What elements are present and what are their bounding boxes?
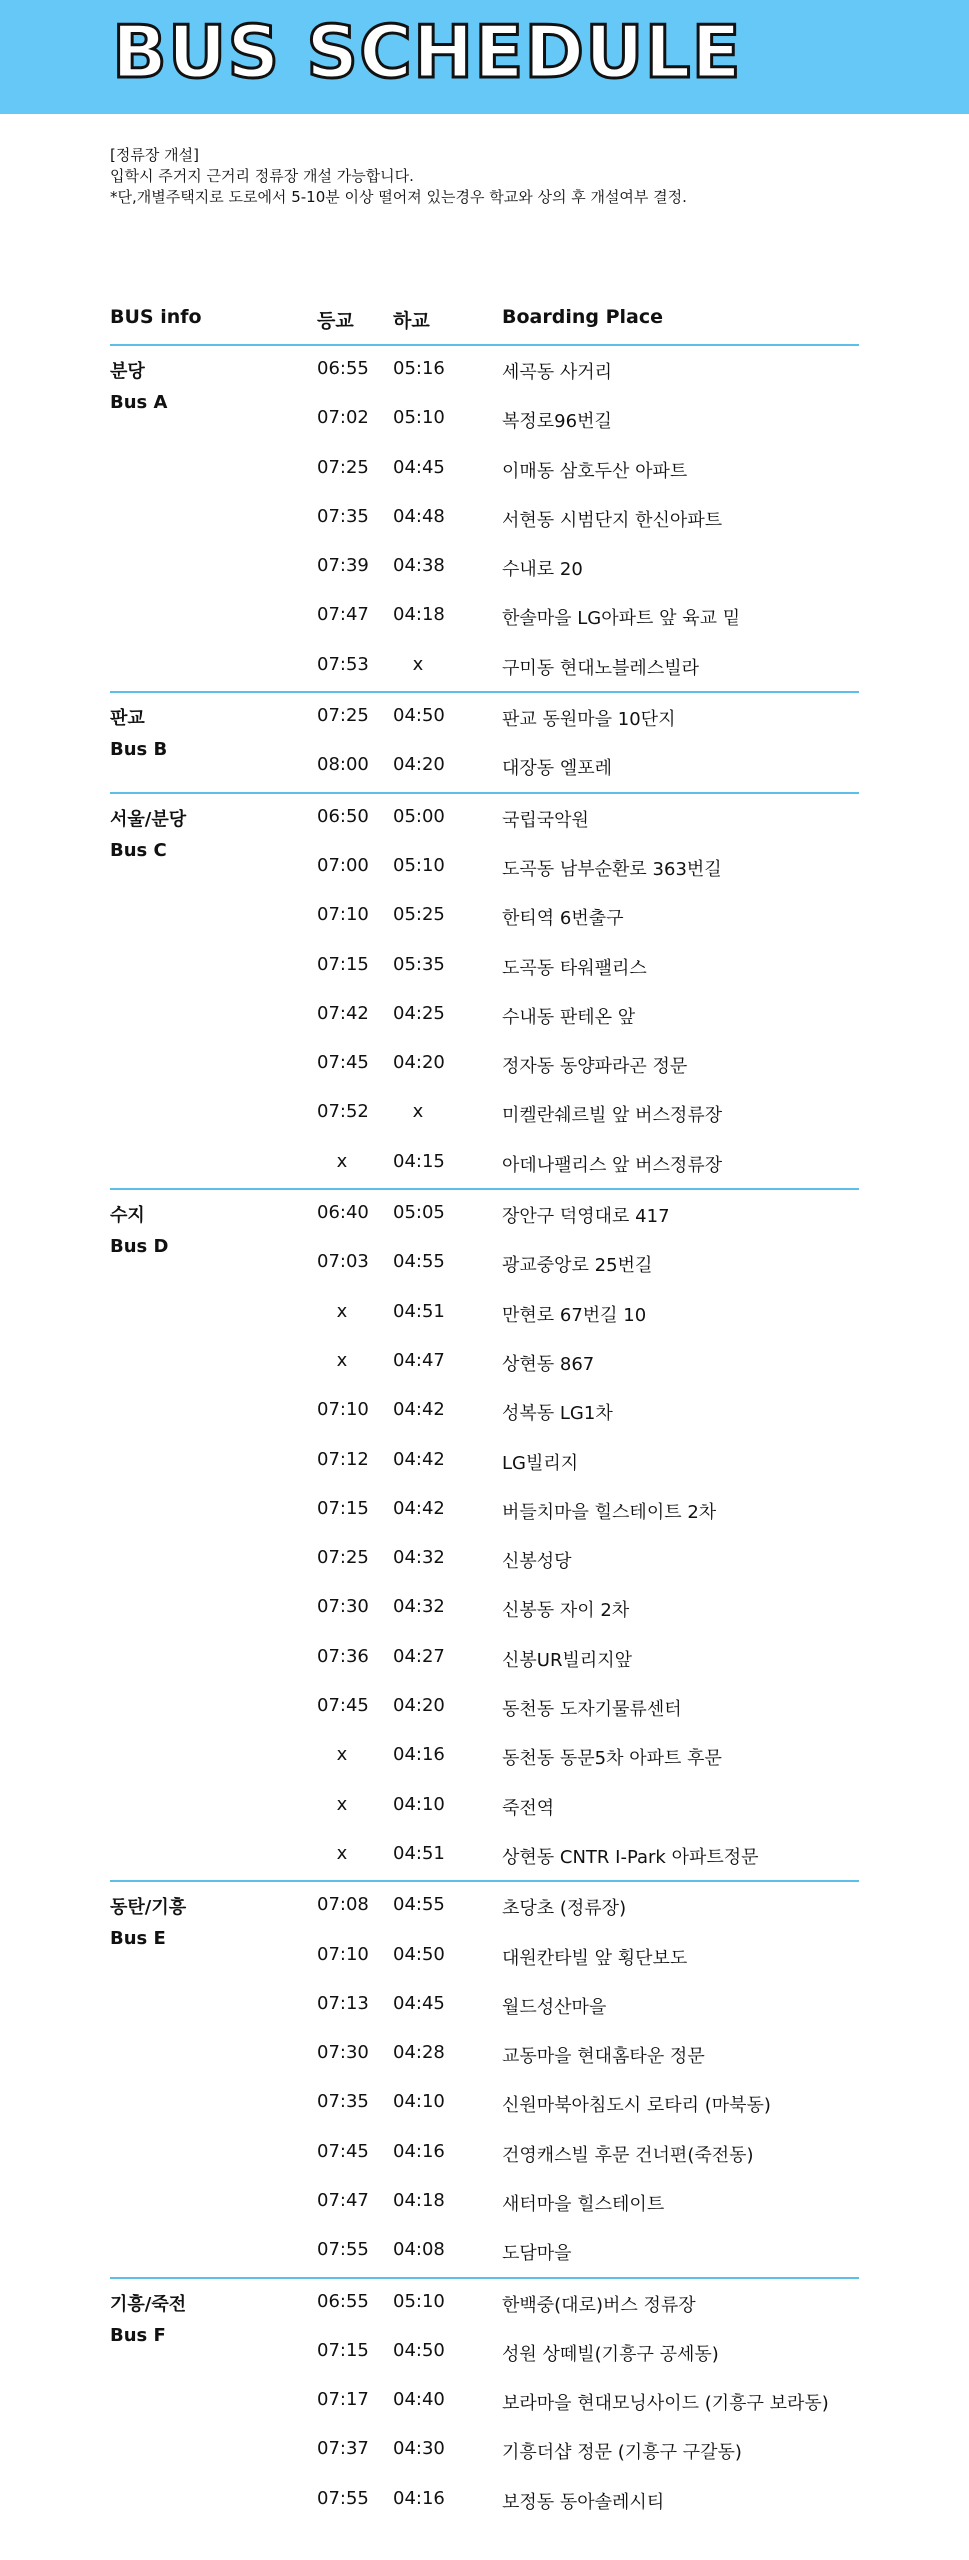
table-row	[110, 1437, 859, 1486]
header-boarding-place: Boarding Place	[502, 306, 663, 328]
morning-time: 07:15	[317, 2339, 369, 2361]
route-area: 서울/분당	[110, 808, 187, 830]
boarding-place: 한백중(대로)버스 정류장	[502, 2294, 696, 2316]
route-group	[110, 346, 859, 693]
table-row	[110, 2476, 859, 2525]
morning-time: 07:45	[317, 2140, 369, 2162]
table-row	[110, 2129, 859, 2178]
morning-time: 07:37	[317, 2438, 369, 2460]
afternoon-time: 04:55	[393, 1894, 445, 1916]
afternoon-time: 04:55	[393, 1251, 445, 1273]
boarding-place: 이매동 삼호두산 아파트	[502, 460, 688, 482]
route-bus: Bus F	[110, 2324, 166, 2346]
table-row	[110, 1089, 859, 1138]
morning-time: x	[336, 1300, 348, 1322]
boarding-place: 도담마을	[502, 2243, 572, 2265]
afternoon-time: 04:28	[393, 2042, 445, 2064]
afternoon-time: 04:40	[393, 2389, 445, 2411]
table-row	[110, 1831, 859, 1880]
afternoon-time: 04:47	[393, 1349, 445, 1371]
boarding-place: 동천동 동문5차 아파트 후문	[502, 1748, 722, 1770]
morning-time: 06:50	[317, 805, 369, 827]
morning-time: 07:12	[317, 1448, 369, 1470]
header-banner	[0, 0, 969, 114]
route-area: 수지	[110, 1205, 145, 1227]
afternoon-time: 05:10	[393, 854, 445, 876]
morning-time: 07:47	[317, 604, 369, 626]
afternoon-time: x	[412, 653, 424, 675]
morning-time: 07:25	[317, 1547, 369, 1569]
table-row	[110, 991, 859, 1040]
morning-time: 07:35	[317, 505, 369, 527]
morning-time: 07:30	[317, 2042, 369, 2064]
morning-time: 07:35	[317, 2091, 369, 2113]
table-row	[110, 2328, 859, 2377]
table-row	[110, 2377, 859, 2426]
morning-time: 07:30	[317, 1596, 369, 1618]
boarding-place: 장안구 덕영대로 417	[502, 1206, 670, 1228]
boarding-place: 버들치마을 힐스테이트 2차	[502, 1501, 717, 1523]
table-row	[110, 2178, 859, 2227]
table-row	[110, 1338, 859, 1387]
afternoon-time: 04:50	[393, 705, 445, 727]
afternoon-time: 05:10	[393, 2290, 445, 2312]
route-group	[110, 693, 859, 794]
afternoon-time: 05:35	[393, 953, 445, 975]
table-row	[110, 1040, 859, 1089]
route-bus: Bus C	[110, 839, 167, 861]
boarding-place: 보라마을 현대모닝사이드 (기흥구 보라동)	[502, 2393, 829, 2415]
morning-time: 06:40	[317, 1202, 369, 1224]
table-row	[110, 346, 859, 395]
boarding-place: 판교 동원마을 10단지	[502, 709, 676, 731]
boarding-place: 새터마을 힐스테이트	[502, 2193, 665, 2215]
afternoon-time: 05:05	[393, 1202, 445, 1224]
morning-time: 07:08	[317, 1894, 369, 1916]
boarding-place: 건영캐스빌 후문 건너편(죽전동)	[502, 2144, 754, 2166]
morning-time: 07:45	[317, 1695, 369, 1717]
afternoon-time: 04:27	[393, 1645, 445, 1667]
table-row	[110, 1932, 859, 1981]
route-area: 기흥/죽전	[110, 2293, 187, 2315]
boarding-place: 신봉성당	[502, 1551, 572, 1573]
afternoon-time: 05:10	[393, 407, 445, 429]
route-bus: Bus B	[110, 739, 168, 761]
boarding-place: 도곡동 남부순환로 363번길	[502, 858, 722, 880]
afternoon-time: 04:32	[393, 1596, 445, 1618]
route-bus: Bus D	[110, 1236, 169, 1258]
boarding-place: 상현동 867	[502, 1353, 595, 1375]
afternoon-time: 04:51	[393, 1300, 445, 1322]
table-row	[110, 892, 859, 941]
table-row	[110, 494, 859, 543]
morning-time: 07:00	[317, 854, 369, 876]
afternoon-time: 04:45	[393, 456, 445, 478]
table-row	[110, 1190, 859, 1239]
boarding-place: 교동마을 현대홈타운 정문	[502, 2046, 705, 2068]
boarding-place: 수내동 판테온 앞	[502, 1006, 636, 1028]
afternoon-time: 04:42	[393, 1448, 445, 1470]
morning-time: 07:42	[317, 1002, 369, 1024]
boarding-place: 광교중앙로 25번길	[502, 1255, 653, 1277]
afternoon-time: 04:42	[393, 1497, 445, 1519]
morning-time: x	[336, 1744, 348, 1766]
afternoon-time: 04:30	[393, 2438, 445, 2460]
table-row	[110, 1683, 859, 1732]
afternoon-time: 04:51	[393, 1842, 445, 1864]
morning-time: 07:17	[317, 2389, 369, 2411]
boarding-place: 도곡동 타워팰리스	[502, 957, 647, 979]
morning-time: 07:55	[317, 2487, 369, 2509]
header-bus-info: BUS info	[110, 306, 202, 328]
afternoon-time: 04:18	[393, 2189, 445, 2211]
morning-time: 07:36	[317, 1645, 369, 1667]
boarding-place: 정자동 동양파라곤 정문	[502, 1056, 688, 1078]
table-row	[110, 742, 859, 791]
boarding-place: 미켈란쉐르빌 앞 버스정류장	[502, 1105, 723, 1127]
boarding-place: 세곡동 사거리	[502, 362, 613, 383]
boarding-place: 한티역 6번출구	[502, 908, 624, 930]
boarding-place: 보정동 동아솔레시티	[502, 2491, 665, 2513]
table-row	[110, 1634, 859, 1683]
boarding-place: 동천동 도자기물류센터	[502, 1699, 682, 1721]
morning-time: 07:39	[317, 555, 369, 577]
boarding-place: LG빌리지	[502, 1452, 579, 1474]
boarding-place: 구미동 현대노블레스빌라	[502, 657, 699, 679]
morning-time: 07:13	[317, 1992, 369, 2014]
notice-line: [정류장 개설]	[110, 146, 199, 164]
afternoon-time: 04:32	[393, 1547, 445, 1569]
boarding-place: 복정로96번길	[502, 411, 612, 433]
morning-time: 07:10	[317, 1943, 369, 1965]
boarding-place: 신봉동 자이 2차	[502, 1600, 630, 1622]
table-row	[110, 543, 859, 592]
afternoon-time: 05:00	[393, 805, 445, 827]
table-row	[110, 2227, 859, 2276]
route-area: 분당	[110, 361, 145, 382]
route-bus: Bus E	[110, 1928, 166, 1950]
morning-time: 07:52	[317, 1101, 369, 1123]
morning-time: 06:55	[317, 2290, 369, 2312]
table-row	[110, 2426, 859, 2475]
morning-time: 07:15	[317, 953, 369, 975]
afternoon-time: 04:42	[393, 1399, 445, 1421]
afternoon-time: 04:48	[393, 505, 445, 527]
morning-time: 07:02	[317, 407, 369, 429]
afternoon-time: 05:25	[393, 904, 445, 926]
table-row	[110, 395, 859, 444]
table-row	[110, 1981, 859, 2030]
notice-line: 입학시 주거지 근거리 정류장 개설 가능합니다.	[110, 167, 414, 185]
boarding-place: 초당초 (정류장)	[502, 1898, 627, 1920]
table-row	[110, 1289, 859, 1338]
morning-time: 07:45	[317, 1052, 369, 1074]
afternoon-time: 04:25	[393, 1002, 445, 1024]
morning-time: x	[336, 1150, 348, 1172]
boarding-place: 한솔마을 LG아파트 앞 육교 밑	[502, 608, 741, 630]
table-row	[110, 843, 859, 892]
table-row	[110, 1486, 859, 1535]
table-header	[110, 302, 859, 346]
morning-time: 07:47	[317, 2189, 369, 2211]
table-row	[110, 693, 859, 742]
table-row	[110, 445, 859, 494]
notice-line: *단,개별주택지로 도로에서 5-10분 이상 떨어져 있는경우 학교와 상의 후 개설여부 결정.	[110, 188, 687, 206]
boarding-place: 성원 상떼빌(기흥구 공세동)	[502, 2343, 719, 2365]
header-afternoon: 하교	[393, 310, 430, 332]
route-group	[110, 1190, 859, 1882]
morning-time: 07:25	[317, 456, 369, 478]
route-bus: Bus A	[110, 392, 168, 413]
stop-notice	[110, 145, 687, 208]
boarding-place: 국립국악원	[502, 809, 589, 831]
page-title: BUS SCHEDULE	[112, 10, 742, 94]
boarding-place: 월드성산마을	[502, 1996, 607, 2018]
morning-time: 08:00	[317, 754, 369, 776]
afternoon-time: 04:20	[393, 1695, 445, 1717]
boarding-place: 수내로 20	[502, 559, 583, 581]
route-area: 동탄/기흥	[110, 1897, 187, 1919]
schedule-table	[110, 302, 859, 2525]
route-group	[110, 794, 859, 1190]
morning-time: 07:10	[317, 1399, 369, 1421]
afternoon-time: 04:10	[393, 2091, 445, 2113]
morning-time: 07:53	[317, 653, 369, 675]
table-row	[110, 942, 859, 991]
afternoon-time: 04:08	[393, 2239, 445, 2261]
route-groups	[110, 346, 859, 2525]
route-group	[110, 1882, 859, 2278]
table-row	[110, 1535, 859, 1584]
morning-time: 07:55	[317, 2239, 369, 2261]
table-row	[110, 1387, 859, 1436]
table-row	[110, 642, 859, 691]
morning-time: x	[336, 1842, 348, 1864]
table-row	[110, 794, 859, 843]
afternoon-time: 04:16	[393, 2140, 445, 2162]
morning-time: 07:03	[317, 1251, 369, 1273]
boarding-place: 대장동 엘포레	[502, 758, 613, 780]
afternoon-time: 04:50	[393, 2339, 445, 2361]
table-row	[110, 1782, 859, 1831]
boarding-place: 죽전역	[502, 1797, 555, 1819]
route-group	[110, 2279, 859, 2525]
afternoon-time: 04:20	[393, 754, 445, 776]
table-row	[110, 592, 859, 641]
table-row	[110, 1882, 859, 1931]
header-morning: 등교	[317, 310, 354, 332]
afternoon-time: 04:16	[393, 2487, 445, 2509]
afternoon-time: 04:15	[393, 1150, 445, 1172]
table-row	[110, 1239, 859, 1288]
morning-time: 07:25	[317, 705, 369, 727]
afternoon-time: x	[412, 1101, 424, 1123]
table-row	[110, 2279, 859, 2328]
table-row	[110, 1732, 859, 1781]
afternoon-time: 04:10	[393, 1793, 445, 1815]
table-row	[110, 2079, 859, 2128]
morning-time: 06:55	[317, 358, 369, 379]
table-row	[110, 1584, 859, 1633]
morning-time: 07:10	[317, 904, 369, 926]
afternoon-time: 05:16	[393, 358, 445, 379]
boarding-place: 기흥더샵 정문 (기흥구 구갈동)	[502, 2442, 742, 2464]
route-area: 판교	[110, 708, 145, 730]
boarding-place: 서현동 시범단지 한신아파트	[502, 509, 723, 531]
boarding-place: 대원칸타빌 앞 횡단보도	[502, 1947, 688, 1969]
afternoon-time: 04:20	[393, 1052, 445, 1074]
table-row	[110, 2030, 859, 2079]
morning-time: x	[336, 1793, 348, 1815]
boarding-place: 신원마북아침도시 로타리 (마북동)	[502, 2095, 771, 2117]
morning-time: 07:15	[317, 1497, 369, 1519]
boarding-place: 상현동 CNTR I-Park 아파트정문	[502, 1846, 759, 1868]
boarding-place: 아데나팰리스 앞 버스정류장	[502, 1154, 723, 1176]
afternoon-time: 04:45	[393, 1992, 445, 2014]
afternoon-time: 04:38	[393, 555, 445, 577]
boarding-place: 만현로 67번길 10	[502, 1304, 647, 1326]
table-row	[110, 1139, 859, 1188]
afternoon-time: 04:50	[393, 1943, 445, 1965]
morning-time: x	[336, 1349, 348, 1371]
afternoon-time: 04:16	[393, 1744, 445, 1766]
boarding-place: 신봉UR빌리지앞	[502, 1649, 633, 1671]
boarding-place: 성복동 LG1차	[502, 1403, 613, 1425]
afternoon-time: 04:18	[393, 604, 445, 626]
